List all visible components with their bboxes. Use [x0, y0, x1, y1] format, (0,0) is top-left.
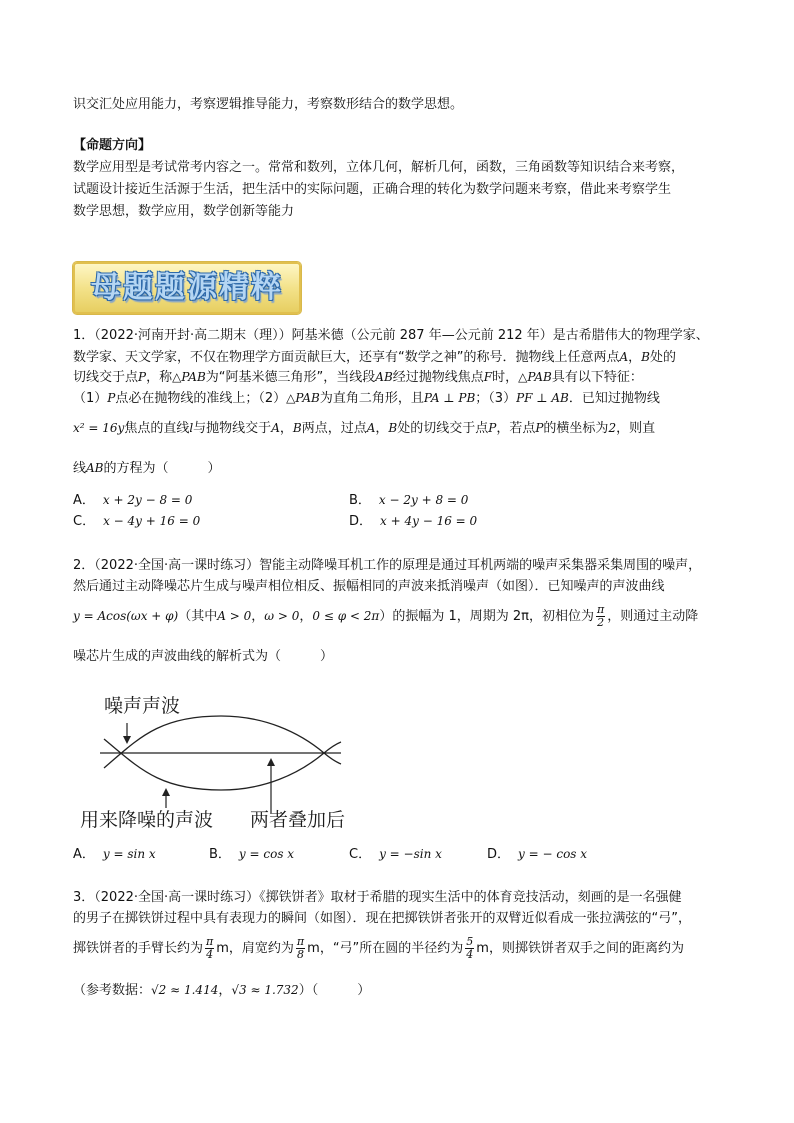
section-banner	[73, 262, 301, 314]
fraction-5-over-4: $\frac{5}{4}$	[466, 935, 474, 961]
fraction-pi-over-8: $\frac{\pi}{8}$	[296, 935, 305, 961]
cancel-arrow-head	[162, 788, 170, 796]
q2-option-c[interactable]: C． y = −sin x	[349, 847, 442, 862]
q2-option-a[interactable]: A． y = sin x	[73, 847, 156, 862]
direction-line-2: 试题设计接近生活源于生活，把生活中的实际问题，正确合理的转化为数学问题来考察，借此来考察学生	[73, 182, 672, 197]
banner-text: 母题题源精粹	[91, 270, 283, 305]
fraction-pi-over-4: $\frac{\pi}{4}$	[206, 935, 214, 961]
direction-heading: 【命题方向】	[73, 138, 152, 153]
q2-line-4: 噪芯片生成的声波曲线的解析式为（ ）	[73, 649, 334, 664]
q2-option-b[interactable]: B． y = cos x	[209, 847, 295, 862]
figure-label-cancel: 用来降噪的声波	[80, 809, 214, 831]
q1-option-a[interactable]: A． x + 2y − 8 = 0	[73, 493, 193, 508]
q3-line-1: 3．（2022·全国·高一课时练习）《掷铁饼者》取材于希腊的现实生活中的体育竞技活动，刻画的是一名强健	[73, 890, 682, 905]
direction-line-3: 数学思想，数学应用，数学创新等能力	[73, 204, 295, 219]
q1-option-c[interactable]: C． x − 4y + 16 = 0	[73, 514, 201, 529]
cancel-wave-1	[104, 739, 341, 790]
q1-line-6: 线AB的方程为（ ）	[73, 461, 221, 476]
q1-line-2: 数学家、天文学家，不仅在物理学方面贡献巨大，还享有“数学之神”的称号．抛物线上任意两点A，B处的	[73, 350, 677, 365]
q1-line-4: （1）P点必在抛物线的准线上；（2）△PAB为直角二角形，且PA ⊥ PB；（3）PF ⊥ AB．已知过抛物线	[73, 391, 660, 406]
q2-line-3: y = Acos(ωx + φ)（其中A > 0，ω > 0，0 ≤ φ < 2π）的振幅为 1，周期为 2π，初相位为 $\frac{\pi}{2}$ ，则通过主动降	[73, 603, 699, 629]
q2-line-1: 2．（2022·全国·高一课时练习）智能主动降噪耳机工作的原理是通过耳机两端的噪声采集器采集周围的噪声，	[73, 558, 702, 573]
sound-wave-figure	[74, 686, 364, 834]
noise-arrow-head	[123, 736, 131, 744]
direction-line-1: 数学应用型是考试常考内容之一。常常和数列，立体几何，解析几何，函数，三角函数等知识结合来考察，	[73, 160, 685, 175]
q2-option-d[interactable]: D． y = − cos x	[487, 847, 588, 862]
noise-wave-1	[104, 716, 341, 768]
q1-line-1: 1．（2022·河南开封·高二期末（理））阿基米德（公元前 287 年—公元前 212 年）是古希腊伟大的物理学家、	[73, 328, 709, 343]
figure-label-noise: 噪声声波	[104, 695, 181, 717]
sum-arrow-head	[267, 758, 275, 766]
q1-line-3: 切线交于点P，称△PAB为“阿基米德三角形”，当线段AB经过抛物线焦点F时，△PAB具有以下特征：	[73, 370, 643, 385]
q3-line-3: 掷铁饼者的手臂长约为 $\frac{\pi}{4}$ m，肩宽约为 $\frac{\pi}{8}$ m，“弓”所在圆的半径约为 $\frac{5}{4}$ m，则掷铁饼者双手之间的距离约为	[73, 935, 684, 961]
q1-option-b[interactable]: B． x − 2y + 8 = 0	[349, 493, 469, 508]
q2-line-2: 然后通过主动降噪芯片生成与噪声相位相反、振幅相同的声波来抵消噪声（如图）．已知噪声的声波曲线	[73, 579, 665, 594]
q1-line-5: x² = 16y焦点的直线l与抛物线交于A，B两点，过点A，B处的切线交于点P，若点P的横坐标为2，则直	[73, 421, 656, 436]
q1-option-d[interactable]: D． x + 4y − 16 = 0	[349, 514, 478, 529]
q3-line-4: （参考数据：√2 ≈ 1.414，√3 ≈ 1.732）（ ）	[73, 983, 371, 998]
intro-text: 识交汇处应用能力，考察逻辑推导能力，考察数形结合的数学思想。	[73, 97, 464, 112]
fraction-pi-over-2: $\frac{\pi}{2}$	[596, 603, 605, 629]
figure-label-sum: 两者叠加后	[250, 809, 346, 831]
q3-line-2: 的男子在掷铁饼过程中具有表现力的瞬间（如图）．现在把掷铁饼者张开的双臂近似看成一张拉满弦的“弓”，	[73, 911, 691, 926]
